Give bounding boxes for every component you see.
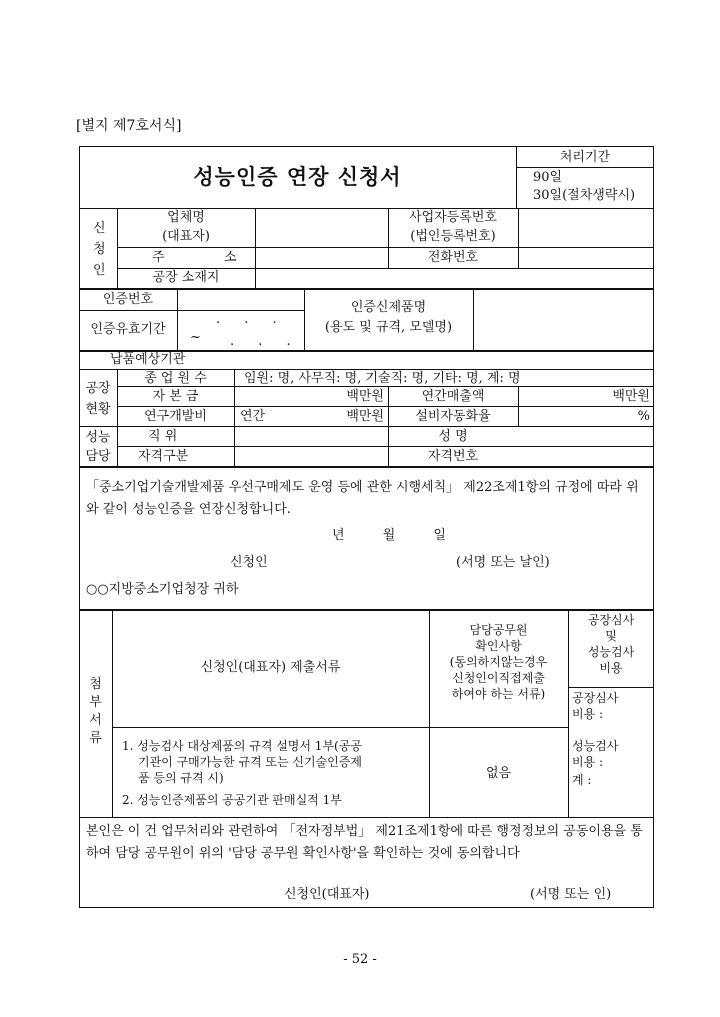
address-label-a: 주 xyxy=(152,250,165,265)
manager-group-label: 성능 담당 xyxy=(85,430,111,464)
form-label: [별지 제7호서식] xyxy=(76,118,182,134)
consent-sign[interactable]: (서명 또는 인) xyxy=(530,887,612,902)
fee-factory[interactable]: 공장심사 비용 : xyxy=(572,691,619,721)
fee-header: 공장심사 및 성능검사 비용 xyxy=(587,613,635,675)
attachment-item-1: 1. 성능검사 대상제품의 규격 설명서 1부(공공 기관이 구매가능한 규격 또는 신기술인증제 품 등의 규격 시) xyxy=(122,739,362,785)
position-field[interactable] xyxy=(235,427,387,445)
validity-tilde: ~ xyxy=(190,330,201,345)
product-name-field[interactable] xyxy=(474,289,653,349)
factory-group-label: 공장 현황 xyxy=(85,381,111,417)
cert-no-label: 인증번호 xyxy=(102,292,154,307)
factory-location-label: 공장 소재지 xyxy=(152,270,220,285)
rnd-cost-unit[interactable]: 백만원 xyxy=(346,409,384,424)
product-name-label: 인증신제품명 xyxy=(350,300,427,315)
declaration-sign[interactable]: (서명 또는 날인) xyxy=(456,555,550,570)
supply-label: 납품예상기관 xyxy=(110,352,186,367)
business-reg-label: 사업자등록번호 xyxy=(409,210,497,225)
employees-label: 종 업 원 수 xyxy=(144,371,207,386)
qualification-no-label: 자격번호 xyxy=(427,449,479,464)
validity-start-date[interactable]: . . . xyxy=(216,312,287,327)
phone-field[interactable] xyxy=(519,248,653,267)
validity-label: 인증유효기간 xyxy=(90,322,166,337)
annual-sales-unit[interactable]: 백만원 xyxy=(612,389,650,404)
employees-detail[interactable]: 임원: 명, 사무직: 명, 기술직: 명, 기타: 명, 계: 명 xyxy=(244,371,521,386)
rnd-annual-label: 연간 xyxy=(240,409,266,424)
processing-days: 90일 xyxy=(533,170,563,185)
business-reg-field[interactable] xyxy=(519,209,653,246)
address-label-b: 소 xyxy=(224,250,237,265)
fee-test[interactable]: 성능검사 비용 : xyxy=(572,739,619,769)
annual-sales-label: 연간매출액 xyxy=(421,389,485,404)
capital-unit[interactable]: 백만원 xyxy=(346,389,384,404)
rnd-cost-label: 연구개발비 xyxy=(144,409,207,424)
declaration-text: 「중소기업기술개발제품 우선구매제도 운영 등에 관한 시행세칙」 제22조제1항의 규정에 따라 위와 같이 성능인증을 연장신청합니다. xyxy=(86,480,639,517)
consent-applicant: 신청인(대표자) xyxy=(284,887,370,902)
page-number: - 52 - xyxy=(343,952,377,967)
attachments-side-label: 첨 부 서 류 xyxy=(89,677,102,746)
declaration-applicant: 신청인 xyxy=(230,555,268,570)
validity-end-date[interactable]: . . . xyxy=(230,334,301,349)
name-field[interactable] xyxy=(519,427,653,445)
product-detail-label: (용도 및 규격, 모델명) xyxy=(324,320,453,335)
consent-text: 본인은 이 건 업무처리와 관련하여 「전자정부법」 제21조제1항에 따른 행정정보의 공동이용을 통하여 담당 공무원이 위의 '담당 공무원 확인사항'을 확인하는 것에 동의합니다 xyxy=(86,824,643,861)
capital-label: 자 본 금 xyxy=(152,389,199,404)
qualification-field[interactable] xyxy=(235,447,387,465)
declaration-date[interactable]: 년 월 일 xyxy=(332,528,446,543)
attachment-item-2: 2. 성능인증제품의 공공기관 판매실적 1부 xyxy=(122,793,342,807)
company-name-label: 업체명 xyxy=(167,210,205,225)
processing-label: 처리기간 xyxy=(559,150,611,165)
position-label: 직 위 xyxy=(148,429,178,444)
processing-days-simplified: 30일(절차생략시) xyxy=(533,188,636,203)
company-name-field[interactable] xyxy=(256,209,387,246)
applicant-group-label: 신 청 인 xyxy=(93,221,106,278)
phone-label: 전화번호 xyxy=(427,250,479,265)
declaration-addressee: ○○지방중소기업청장 귀하 xyxy=(86,582,239,597)
fee-total[interactable]: 계 : xyxy=(572,773,592,787)
address-field[interactable] xyxy=(256,248,387,267)
submit-docs-header: 신청인(대표자) 제출서류 xyxy=(200,660,341,675)
officer-check-header: 담당공무원 확인사항 (동의하지않는경우 신청인이직접제출 하여야 하는 서류) xyxy=(449,623,548,701)
representative-label: (대표자) xyxy=(162,229,210,244)
officer-check-none: 없음 xyxy=(485,766,512,781)
cert-no-field[interactable] xyxy=(178,289,303,309)
automation-percent[interactable]: % xyxy=(637,409,650,424)
corp-reg-label: (법인등록번호) xyxy=(410,229,496,244)
name-label: 성 명 xyxy=(438,429,468,444)
qualification-no-field[interactable] xyxy=(519,447,653,465)
form-title: 성능인증 연장 신청서 xyxy=(193,164,402,189)
automation-label: 설비자동화율 xyxy=(415,409,491,424)
qualification-label: 자격구분 xyxy=(138,449,189,464)
factory-location-field[interactable] xyxy=(256,269,653,287)
